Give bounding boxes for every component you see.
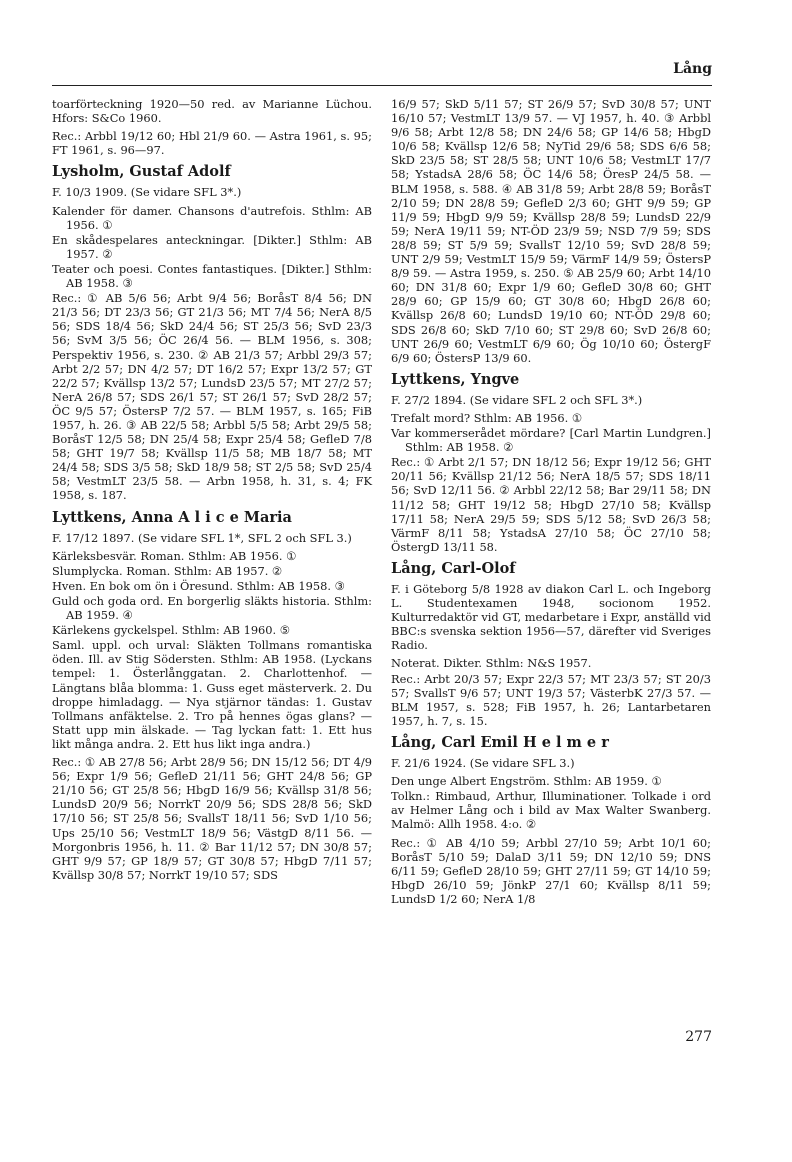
header-rule — [52, 85, 712, 86]
paragraph: 16/9 57; SkD 5/11 57; ST 26/9 57; SvD 30/8 57; UNT 16/10 57; VestmLT 13/9 57. — VJ 1957, h. 40. ③ Arbbl 9/6 58; Arbt 12/8 58; DN 24/6 58; GP 14/6 58; HbgD 10/6 58; Kvällsp 12/6 58; NyTid 29/6 58; SDS 6/6 58; SkD 23/5 58; ST 28/5 58; UNT 10/6 58; VestmLT 17/7 58; YstadsA 28/6 58; ÖC 14/6 58; ÖresP 24/5 58. — BLM 1958, s. 588. ④ AB 31/8 59; Arbt 28/8 59; BoråsT 2/10 59; DN 28/8 59; GefleD 2/3 60; GHT 9/9 59; GP 11/9 59; HbgD 9/9 59; Kvällsp 28/8 59; LundsD 22/9 59; NerA 19/11 59; NT-ÖD 23/9 59; NSD 7/9 59; SDS 28/8 59; ST 5/9 59; SvallsT 12/10 59; SvD 28/8 59; UNT 2/9 59; VestmLT 15/9 59; VärmF 14/9 59; ÖstersP 8/9 59. — Astra 1959, s. 250. ⑤ AB 25/9 60; Arbt 14/10 60; DN 31/8 60; Expr 1/9 60; GefleD 30/8 60; GHT 28/9 60; GP 15/9 60; GT 30/8 60; HbgD 26/8 60; Kvällsp 26/8 60; LundsD 19/10 60; NT-ÖD 29/8 60; SDS 26/8 60; SkD 7/10 60; ST 29/8 60; SvD 26/8 60; UNT 26/9 60; VestmLT 6/9 60; Ög 10/10 60; ÖstergF 6/9 60; ÖstersP 13/9 60. — [391, 97, 711, 365]
paragraph: toarförteckning 1920—50 red. av Marianne Lüchou. Hfors: S&Co 1960. — [52, 97, 372, 126]
bibliography-item: En skådespelares anteckningar. [Dikter.] Sthlm: AB 1957. ② — [52, 232, 372, 261]
paragraph: Rec.: ① Arbt 2/1 57; DN 18/12 56; Expr 19/12 56; GHT 20/11 56; Kvällsp 21/12 56; NerA 18/5 57; SDS 18/11 56; SvD 12/11 56. ② Arbbl 22/12 58; Bar 29/11 58; DN 11/12 58; GHT 19/12 58; HbgD 27/10 58; Kvällsp 17/11 58; NerA 29/5 59; SDS 5/12 58; SvD 26/3 58; VärmF 8/11 58; YstadsA 27/10 58; ÖC 27/10 58; ÖstergD 13/11 58. — [391, 455, 711, 554]
bibliography-item: Var kommerserådet mördare? [Carl Martin Lundgren.] Sthlm: AB 1958. ② — [391, 426, 711, 455]
right-column — [391, 97, 711, 910]
entry-heading: Lyttkens, Yngve — [391, 370, 520, 388]
paragraph: F. 10/3 1909. (Se vidare SFL 3*.) — [52, 185, 242, 200]
bibliography-item: Kalender för damer. Chansons d'autrefois. Sthlm: AB 1956. ① — [52, 203, 372, 232]
entry-heading: Lång, Carl-Olof — [391, 559, 516, 577]
paragraph: F. 27/2 1894. (Se vidare SFL 2 och SFL 3*.) — [391, 392, 643, 407]
paragraph: F. 21/6 1924. (Se vidare SFL 3.) — [391, 756, 575, 771]
paragraph: Tolkn.: Rimbaud, Arthur, Illuminationer. Tolkade i ord av Helmer Lång och i bild av Max Walter Swanberg. Malmö: Allh 1958. 4:o. ② — [391, 789, 711, 832]
bibliography-item: Guld och goda ord. En borgerlig släkts historia. Sthlm: AB 1959. ④ — [52, 594, 372, 623]
entry-heading: Lyttkens, Anna A l i c e Maria — [52, 508, 292, 526]
bibliography-item: Trefalt mord? Sthlm: AB 1956. ① — [391, 410, 583, 425]
bibliography-item: Kärlekens gyckelspel. Sthlm: AB 1960. ⑤ — [52, 623, 291, 638]
paragraph: Rec.: ① AB 5/6 56; Arbt 9/4 56; BoråsT 8/4 56; DN 21/3 56; DT 23/3 56; GT 21/3 56; MT 7/4 56; NerA 8/5 56; SDS 18/4 56; SkD 24/4 56; ST 25/3 56; SvD 23/3 56; SvM 3/5 56; ÖC 26/4 56. — BLM 1956, s. 308; Perspektiv 1956, s. 230. ② AB 21/3 57; Arbbl 29/3 57; Arbt 2/2 57; DN 4/2 57; DT 16/2 57; Expr 13/2 57; GT 22/2 57; Kvällsp 13/2 57; LundsD 23/5 57; MT 27/2 57; NerA 26/8 57; SDS 26/1 57; ST 26/1 57; SvD 28/2 57; ÖC 9/5 57; ÖstersP 7/2 57. — BLM 1957, s. 165; FiB 1957, h. 26. ③ AB 22/5 58; Arbbl 5/5 58; Arbt 29/5 58; BoråsT 12/5 58; DN 25/4 58; Expr 25/4 58; GefleD 7/8 58; GHT 19/7 58; Kvällsp 11/5 58; MB 18/7 58; MT 24/4 58; SDS 3/5 58; SkD 18/9 58; ST 2/5 58; SvD 25/4 58; VestmLT 23/5 58. — Arbn 1958, h. 31, s. 4; FK 1958, s. 187. — [52, 291, 372, 503]
bibliography-item: Hven. En bok om ön i Öresund. Sthlm: AB 1958. ③ — [52, 578, 345, 593]
bibliography-item: Slumplycka. Roman. Sthlm: AB 1957. ② — [52, 563, 283, 578]
page-number: 277 — [685, 1029, 712, 1045]
paragraph: F. 17/12 1897. (Se vidare SFL 1*, SFL 2 och SFL 3.) — [52, 530, 352, 545]
bibliography-item: Kärleksbesvär. Roman. Sthlm: AB 1956. ① — [52, 548, 297, 563]
paragraph: F. i Göteborg 5/8 1928 av diakon Carl L. och Ingeborg L. Studentexamen 1948, socionom 1952. Kulturredaktör vid GT, medarbetare i Expr, anställd vid BBC:s svenska sektion 1956—57, därefter vid Sveriges Radio. — [391, 582, 711, 653]
paragraph: Rec.: ① AB 27/8 56; Arbt 28/9 56; DN 15/12 56; DT 4/9 56; Expr 1/9 56; GefleD 21/11 56; GHT 24/8 56; GP 21/10 56; GT 25/8 56; HbgD 16/9 56; Kvällsp 31/8 56; LundsD 20/9 56; NorrkT 20/9 56; SDS 28/8 56; SkD 17/10 56; ST 25/8 56; SvallsT 18/11 56; SvD 1/10 56; Ups 25/10 56; VestmLT 18/9 56; VästgD 8/11 56. — Morgonbris 1956, h. 11. ② Bar 11/12 57; DN 30/8 57; GHT 9/9 57; GP 18/9 57; GT 30/8 57; HbgD 7/11 57; Kvällsp 30/8 57; NorrkT 19/10 57; SDS — [52, 755, 372, 882]
bibliography-item: Den unge Albert Engström. Sthlm: AB 1959. ① — [391, 774, 662, 789]
paragraph: Rec.: Arbt 20/3 57; Expr 22/3 57; MT 23/3 57; ST 20/3 57; SvallsT 9/6 57; UNT 19/3 57; VästerbK 27/3 57. — BLM 1957, s. 528; FiB 1957, h. 26; Lantarbetaren 1957, h. 7, s. 15. — [391, 671, 711, 728]
entry-heading: Lång, Carl Emil H e l m e r — [391, 733, 609, 751]
paragraph: Rec.: Arbbl 19/12 60; Hbl 21/9 60. — Astra 1961, s. 95; FT 1961, s. 96—97. — [52, 129, 372, 158]
entry-heading: Lysholm, Gustaf Adolf — [52, 163, 231, 181]
paragraph: Saml. uppl. och urval: Släkten Tollmans romantiska öden. Ill. av Stig Södersten. Sthlm: AB 1958. (Lyckans tempel: 1. Österlånggatan. 2. Charlottenhof. — Längtans blåa blomma: 1. Guss eget mästerverk. 2. Du droppe himladagg. — Nya stjärnor tändas: 1. Gustav Tollmans anfäktelse. 2. Tro på hennes ögas glans? — Statt upp min älskade. — Tag lyckan fatt: 1. Ett hus likt många andra. 2. Ett hus likt inga andra.) — [52, 638, 372, 751]
running-head: Lång — [673, 61, 712, 77]
paragraph: Rec.: ① AB 4/10 59; Arbbl 27/10 59; Arbt 10/1 60; BoråsT 5/10 59; DalaD 3/11 59; DN 12/10 59; DNS 6/11 59; GefleD 28/10 59; GHT 27/11 59; GT 14/10 59; HbgD 26/10 59; JönkP 27/1 60; Kvällsp 8/11 59; LundsD 1/2 60; NerA 1/8 — [391, 835, 711, 906]
left-column — [52, 97, 372, 886]
bibliography-item: Noterat. Dikter. Sthlm: N&S 1957. — [391, 656, 592, 671]
bibliography-item: Teater och poesi. Contes fantastiques. [Dikter.] Sthlm: AB 1958. ③ — [52, 261, 372, 291]
